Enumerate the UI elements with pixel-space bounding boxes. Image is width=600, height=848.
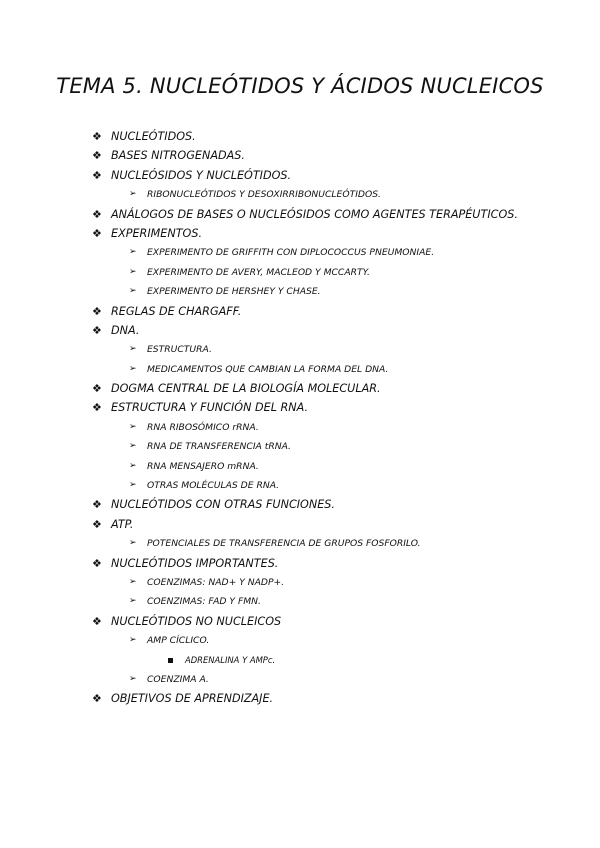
diamond-bullet-icon: ❖ [92, 149, 102, 163]
page-title: TEMA 5. NUCLEÓTIDOS Y ÁCIDOS NUCLEICOS [56, 74, 544, 98]
outline-item-text: REGLAS DE CHARGAFF. [111, 304, 242, 318]
outline-item-level-2 [0, 264, 600, 283]
outline-item-text: BASES NITROGENADAS. [111, 149, 245, 163]
arrow-bullet-icon: ➢ [129, 673, 137, 684]
outline-item-text: NUCLEÓTIDOS CON OTRAS FUNCIONES. [111, 498, 335, 512]
outline-item-level-1 [0, 225, 600, 244]
outline-item-level-2 [0, 283, 600, 302]
arrow-bullet-icon: ➢ [129, 635, 137, 646]
outline-item-level-1 [0, 613, 600, 632]
outline-item-level-2 [0, 458, 600, 477]
diamond-bullet-icon: ❖ [92, 517, 102, 531]
arrow-bullet-icon: ➢ [129, 460, 137, 471]
outline-item-level-1 [0, 399, 600, 418]
arrow-bullet-icon: ➢ [129, 266, 137, 277]
outline-item-text: AMP CÍCLICO. [147, 635, 210, 647]
arrow-bullet-icon: ➢ [129, 596, 137, 607]
outline-item-level-1 [0, 322, 600, 341]
outline-item-text: NUCLEÓTIDOS IMPORTANTES. [111, 556, 279, 570]
arrow-bullet-icon: ➢ [129, 441, 137, 452]
outline-item-text: POTENCIALES DE TRANSFERENCIA DE GRUPOS FOSFORILO. [147, 538, 421, 550]
outline-item-text: COENZIMAS: FAD Y FMN. [147, 596, 261, 608]
outline-item-level-2 [0, 593, 600, 612]
outline-item-level-2 [0, 438, 600, 457]
outline-item-level-1 [0, 555, 600, 574]
outline-item-level-1 [0, 690, 600, 709]
outline-item-level-2 [0, 244, 600, 263]
outline-item-level-1 [0, 496, 600, 515]
diamond-bullet-icon: ❖ [92, 498, 102, 512]
outline-item-text: MEDICAMENTOS QUE CAMBIAN LA FORMA DEL DNA. [147, 363, 389, 375]
outline-item-level-1 [0, 167, 600, 186]
arrow-bullet-icon: ➢ [129, 421, 137, 432]
outline-item-text: COENZIMA A. [147, 673, 209, 685]
outline-item-level-2 [0, 535, 600, 554]
outline-item-level-1 [0, 206, 600, 225]
outline-item-text: RIBONUCLEÓTIDOS Y DESOXIRRIBONUCLEÓTIDOS. [147, 189, 381, 201]
arrow-bullet-icon: ➢ [129, 344, 137, 355]
diamond-bullet-icon: ❖ [92, 130, 102, 143]
outline-item-text: NUCLEÓSIDOS Y NUCLEÓTIDOS. [111, 168, 292, 182]
outline-item-text: EXPERIMENTOS. [111, 226, 203, 240]
outline-item-level-2 [0, 341, 600, 360]
arrow-bullet-icon: ➢ [129, 576, 137, 587]
outline-item-level-3 [0, 652, 600, 671]
outline-item-text: OBJETIVOS DE APRENDIZAJE. [111, 692, 274, 706]
outline-item-text: EXPERIMENTO DE HERSHEY Y CHASE. [147, 286, 321, 298]
diamond-bullet-icon: ❖ [92, 692, 102, 706]
outline-item-level-2 [0, 477, 600, 496]
outline-item-text: DOGMA CENTRAL DE LA BIOLOGÍA MOLECULAR. [111, 382, 381, 396]
outline-item-level-2 [0, 186, 600, 205]
outline-item-text: ATP. [111, 517, 134, 531]
diamond-bullet-icon: ❖ [92, 401, 102, 415]
arrow-bullet-icon: ➢ [129, 247, 137, 258]
arrow-bullet-icon: ➢ [129, 363, 137, 374]
outline-item-text: RNA MENSAJERO mRNA. [147, 460, 259, 472]
diamond-bullet-icon: ❖ [92, 614, 102, 628]
outline-item-level-2 [0, 574, 600, 593]
outline-item-text: ESTRUCTURA. [147, 344, 212, 356]
outline-item-level-2 [0, 361, 600, 380]
arrow-bullet-icon: ➢ [129, 480, 137, 491]
diamond-bullet-icon: ❖ [92, 207, 102, 221]
diamond-bullet-icon: ❖ [92, 226, 102, 240]
outline-item-text: NUCLEÓTIDOS NO NUCLEICOS [111, 614, 282, 628]
outline-item-text: ESTRUCTURA Y FUNCIÓN DEL RNA. [111, 401, 309, 415]
outline-item-text: DNA. [111, 323, 140, 337]
outline-item-text: EXPERIMENTO DE GRIFFITH CON DIPLOCOCCUS PNEUMONIAE. [147, 247, 435, 259]
outline-item-level-1 [0, 380, 600, 399]
diamond-bullet-icon: ❖ [92, 556, 102, 570]
topic-outline [0, 128, 600, 710]
outline-item-level-1 [0, 128, 600, 147]
outline-item-text: RNA DE TRANSFERENCIA tRNA. [147, 441, 291, 453]
outline-item-level-2 [0, 419, 600, 438]
outline-item-level-2 [0, 671, 600, 690]
square-bullet-icon [168, 658, 173, 663]
arrow-bullet-icon: ➢ [129, 189, 137, 200]
diamond-bullet-icon: ❖ [92, 304, 102, 318]
diamond-bullet-icon: ❖ [92, 382, 102, 396]
outline-item-level-1 [0, 516, 600, 535]
outline-item-level-2 [0, 632, 600, 651]
outline-item-text: OTRAS MOLÉCULAS DE RNA. [147, 480, 280, 492]
outline-item-text: RNA RIBOSÓMICO rRNA. [147, 421, 259, 433]
outline-item-text: NUCLEÓTIDOS. [111, 130, 196, 143]
outline-item-level-1 [0, 147, 600, 166]
outline-item-level-1 [0, 303, 600, 322]
diamond-bullet-icon: ❖ [92, 168, 102, 182]
outline-item-text: COENZIMAS: NAD+ Y NADP+. [147, 576, 285, 588]
outline-item-text: EXPERIMENTO DE AVERY, MACLEOD Y MCCARTY. [147, 266, 370, 278]
outline-item-text: ANÁLOGOS DE BASES O NUCLEÓSIDOS COMO AGENTES TERAPÉUTICOS. [111, 207, 518, 221]
arrow-bullet-icon: ➢ [129, 286, 137, 297]
arrow-bullet-icon: ➢ [129, 538, 137, 549]
outline-item-text: ADRENALINA Y AMPc. [185, 654, 276, 665]
diamond-bullet-icon: ❖ [92, 323, 102, 337]
